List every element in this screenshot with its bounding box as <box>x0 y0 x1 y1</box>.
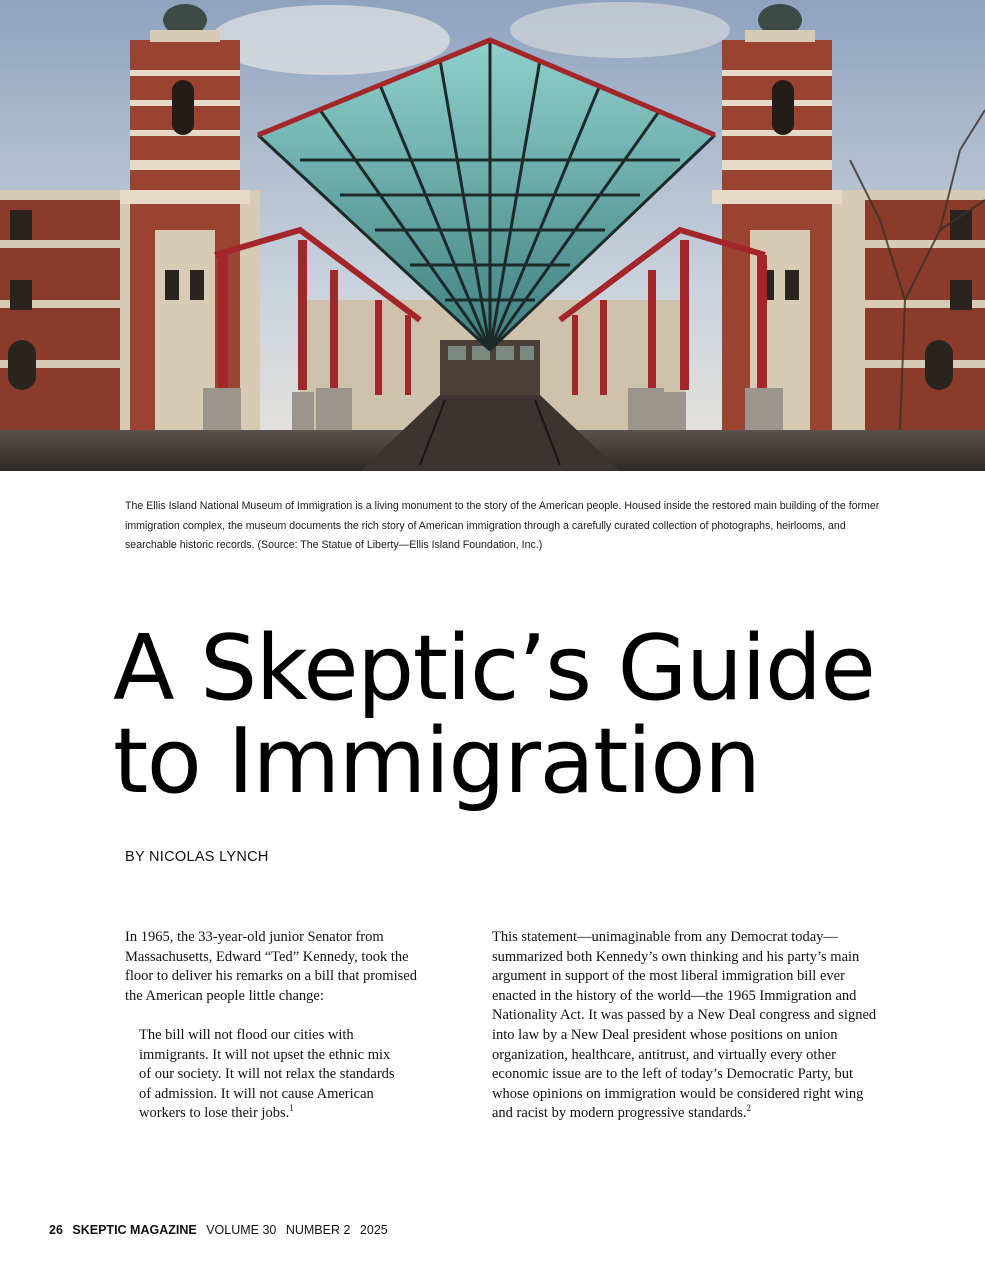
page-number: 26 <box>49 1223 63 1237</box>
quote-text: The bill will not flood our cities with immigrants. It will not upset the ethnic mix of our society. It will not relax the standards of admission. It will not cause American workers to lose their jobs. <box>139 1027 395 1122</box>
hero-photo <box>0 0 985 471</box>
photo-caption: The Ellis Island National Museum of Immigration is a living monument to the story of the American people. Housed inside the restored main building of the former immigration complex, the museum documents the rich story of American immigration through a carefully curated collection of photographs, heirlooms, and searchable historic records. (Source: The Statue of Liberty—Ellis Island Foundation, Inc.) <box>125 500 880 552</box>
magazine-name: SKEPTIC MAGAZINE <box>72 1223 197 1237</box>
footnote-ref-2: 2 <box>746 1103 751 1114</box>
body-paragraph-1: In 1965, the 33-year-old junior Senator from Massachusetts, Edward “Ted” Kennedy, took the floor to deliver his remarks on a bill that promised the American people little change: <box>125 929 417 1004</box>
block-quote <box>139 1026 399 1124</box>
title-line-1: A Skeptic’s Guide <box>113 616 875 721</box>
volume: VOLUME 30 <box>206 1223 277 1237</box>
body-column-1 <box>125 928 425 1006</box>
year: 2025 <box>359 1223 388 1237</box>
issue-number: NUMBER 2 <box>285 1223 351 1237</box>
body-paragraph-2: This statement—unimaginable from any Democrat today—summarized both Kennedy’s own thinking and his party’s main argument in support of the most liberal immigration bill ever enacted in the history of the world—the 1965 Immigration and Nationality Act. It was passed by a New Deal congress and signed into law by a New Deal president whose positions on union organization, healthcare, antitrust, and virtually every other economic issue are to the left of today’s Democratic Party, but whose opinions on immigration would be considered right wing and racist by modern progressive standards. <box>492 929 877 1122</box>
body-column-2 <box>492 928 877 1124</box>
title-line-2: to Immigration <box>113 709 760 814</box>
page-footer <box>49 1223 394 1237</box>
article-title <box>113 616 973 814</box>
byline: BY NICOLAS LYNCH <box>125 849 269 865</box>
footnote-ref-1: 1 <box>289 1103 294 1114</box>
